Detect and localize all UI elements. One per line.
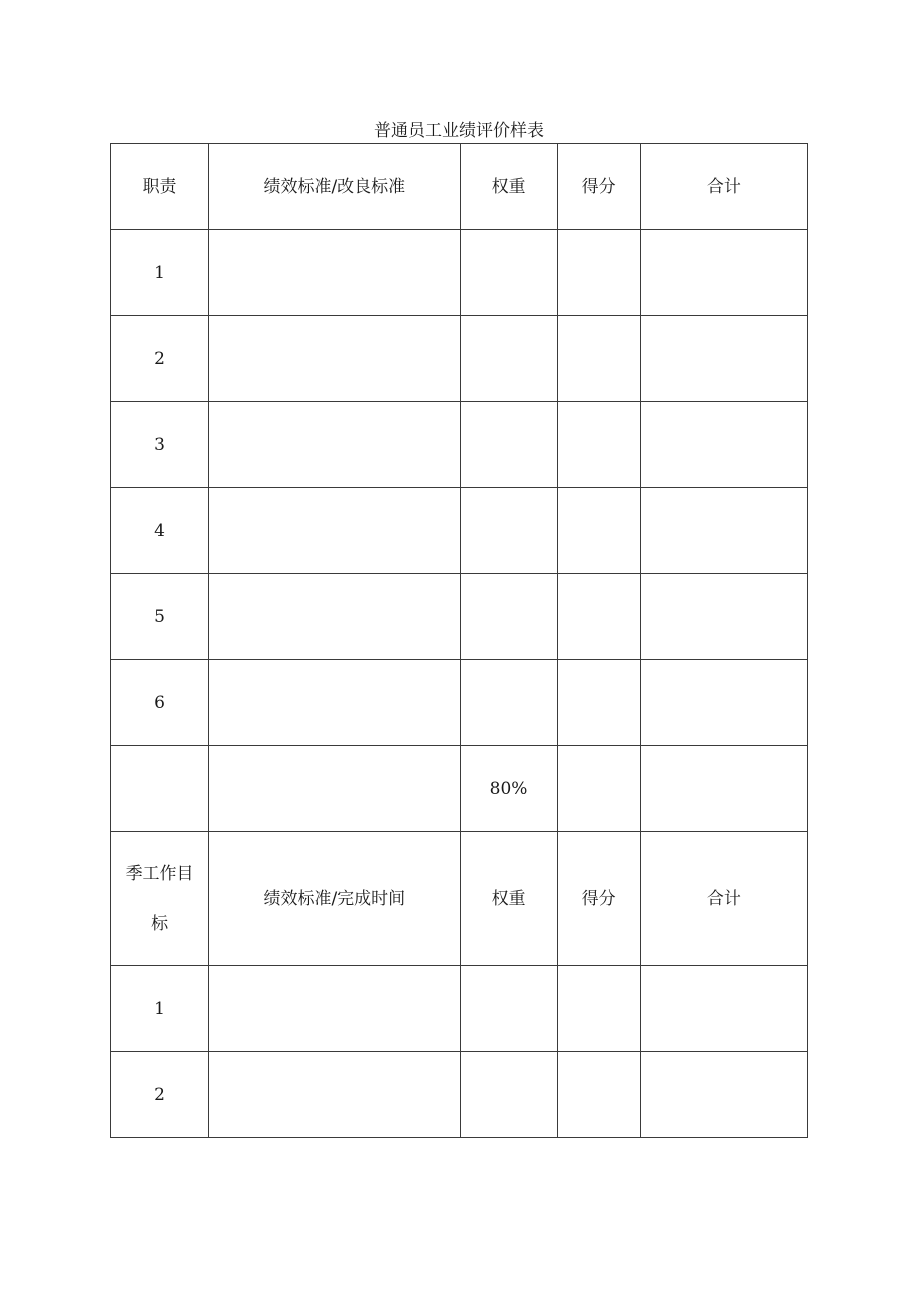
table-row [111,402,808,488]
standard-cell[interactable] [209,230,460,316]
standard-cell[interactable] [209,966,460,1052]
header-quarter-goal [111,832,209,966]
weight-subtotal: 80% [460,746,557,832]
weight-cell[interactable] [460,230,557,316]
table-row [111,488,808,574]
row-number: 5 [111,574,209,660]
header-goal-score: 得分 [557,832,640,966]
table-row [111,660,808,746]
subtotal-label-cell [111,746,209,832]
subtotal-score-cell[interactable] [557,746,640,832]
table-row [111,966,808,1052]
weight-cell[interactable] [460,1052,557,1138]
score-cell[interactable] [557,488,640,574]
header-quarter-goal-label: 季工作目标 [125,863,194,934]
header-goal-weight: 权重 [460,832,557,966]
page-title: 普通员工业绩评价样表 [374,121,544,141]
standard-cell[interactable] [209,660,460,746]
score-cell[interactable] [557,316,640,402]
row-number: 2 [111,1052,209,1138]
total-cell[interactable] [640,488,807,574]
total-cell[interactable] [640,574,807,660]
row-number: 6 [111,660,209,746]
evaluation-table [110,143,808,1138]
weight-cell[interactable] [460,316,557,402]
total-cell[interactable] [640,316,807,402]
standard-cell[interactable] [209,488,460,574]
total-cell[interactable] [640,402,807,488]
table-row [111,574,808,660]
standard-cell[interactable] [209,402,460,488]
standard-cell[interactable] [209,1052,460,1138]
weight-cell[interactable] [460,574,557,660]
table-row [111,316,808,402]
header-duty: 职责 [111,144,209,230]
score-cell[interactable] [557,574,640,660]
total-cell[interactable] [640,1052,807,1138]
score-cell[interactable] [557,1052,640,1138]
header-weight: 权重 [460,144,557,230]
header-goal-standard: 绩效标准/完成时间 [209,832,460,966]
table-row [111,1052,808,1138]
subtotal-standard-cell [209,746,460,832]
score-cell[interactable] [557,402,640,488]
score-cell[interactable] [557,230,640,316]
duty-header-row [111,144,808,230]
row-number: 3 [111,402,209,488]
weight-cell[interactable] [460,402,557,488]
header-score: 得分 [557,144,640,230]
header-total: 合计 [640,144,807,230]
row-number: 1 [111,966,209,1052]
score-cell[interactable] [557,660,640,746]
weight-cell[interactable] [460,966,557,1052]
total-cell[interactable] [640,966,807,1052]
weight-cell[interactable] [460,660,557,746]
total-cell[interactable] [640,230,807,316]
row-number: 4 [111,488,209,574]
table-row [111,230,808,316]
standard-cell[interactable] [209,316,460,402]
header-standard: 绩效标准/改良标准 [209,144,460,230]
subtotal-row [111,746,808,832]
row-number: 1 [111,230,209,316]
score-cell[interactable] [557,966,640,1052]
row-number: 2 [111,316,209,402]
total-cell[interactable] [640,660,807,746]
weight-cell[interactable] [460,488,557,574]
standard-cell[interactable] [209,574,460,660]
header-goal-total: 合计 [640,832,807,966]
goal-header-row [111,832,808,966]
subtotal-total-cell[interactable] [640,746,807,832]
